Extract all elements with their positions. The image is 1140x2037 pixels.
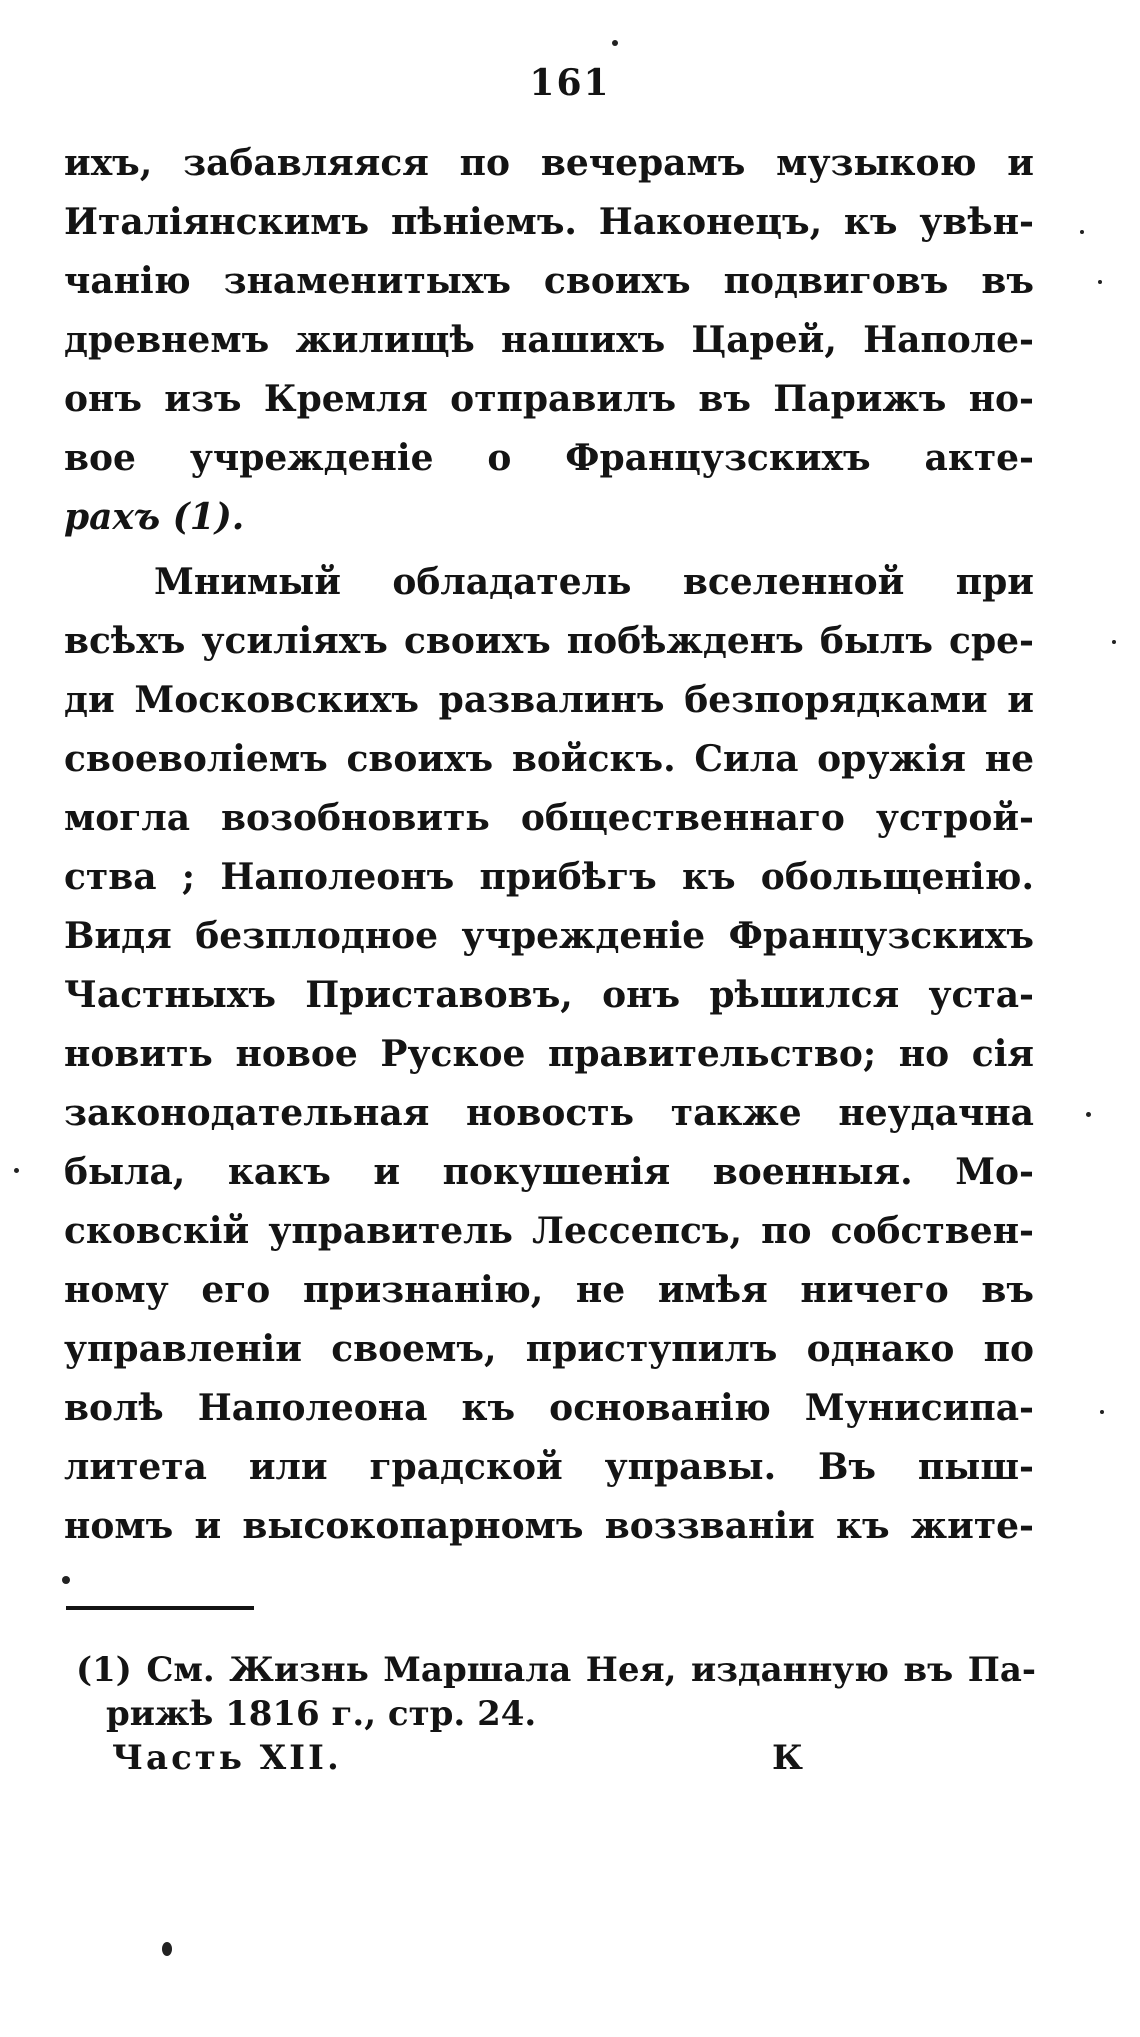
text-line: онъ изъ Кремля отправилъ въ Парижъ но- [64, 378, 1034, 420]
text-line: всѣхъ усиліяхъ своихъ побѣжденъ былъ сре- [64, 620, 1034, 662]
text-line: законодательная новость также неудачна [64, 1092, 1034, 1134]
text-line: управленіи своемъ, приступилъ однако по [64, 1328, 1034, 1370]
scan-speck [162, 1942, 172, 1956]
scan-speck [612, 40, 618, 46]
page-number: 161 [529, 62, 611, 104]
scan-speck [1086, 1112, 1091, 1117]
signature-mark: К [772, 1738, 806, 1778]
text-line: новить новое Руское правительство; но сія [64, 1033, 1034, 1075]
text-line: сковскій управитель Лессепсъ, по собствен- [64, 1210, 1034, 1252]
text-line: номъ и высокопарномъ воззваніи къ жите- [64, 1505, 1034, 1547]
scan-speck [14, 1168, 19, 1173]
text-line: ихъ, забавляяся по вечерамъ музыкою и [64, 142, 1034, 184]
text-line: своеволіемъ своихъ войскъ. Сила оружія не [64, 738, 1034, 780]
text-line: могла возобновить общественнаго устрой- [64, 797, 1034, 839]
text-line: литета или градской управы. Въ пыш- [64, 1446, 1034, 1488]
text-line: была, какъ и покушенія военныя. Мо- [64, 1151, 1034, 1193]
text-line: Частныхъ Приставовъ, онъ рѣшился уста- [64, 974, 1034, 1016]
text-line: чанію знаменитыхъ своихъ подвиговъ въ [64, 260, 1034, 302]
scan-speck [1098, 280, 1102, 284]
text-line: ди Московскихъ развалинъ безпорядками и [64, 679, 1034, 721]
text-line: ства ; Наполеонъ прибѣгъ къ обольщенію. [64, 856, 1034, 898]
footnote-line: рижѣ 1816 г., стр. 24. [106, 1694, 537, 1734]
text-line: рахъ (1). [64, 496, 245, 538]
text-line: волѣ Наполеона къ основанію Мунисипа- [64, 1387, 1034, 1429]
main-text [64, 134, 1034, 1556]
printer-signature [112, 1738, 812, 1778]
text-line: древнемъ жилищѣ нашихъ Царей, Наполе- [64, 319, 1034, 361]
text-line: Видя безплодное учрежденіе Французскихъ [64, 915, 1034, 957]
footnote-line: (1) См. Жизнь Маршала Нея, изданную въ Па- [76, 1650, 1036, 1690]
text-line: ному его признанію, не имѣя ничего въ [64, 1269, 1034, 1311]
signature-part: Часть XII. [112, 1738, 342, 1778]
text-line: вое учрежденіе о Французскихъ акте- [64, 437, 1034, 479]
scan-speck [1080, 230, 1084, 234]
paragraph-start-line: Мнимый обладатель вселенной при [154, 561, 1034, 603]
scan-speck [1100, 1410, 1104, 1414]
footnote [76, 1648, 1036, 1736]
footnote-divider [66, 1606, 254, 1610]
scan-speck [1112, 640, 1116, 644]
scan-speck [62, 1576, 70, 1584]
text-line: Италіянскимъ пѣніемъ. Наконецъ, къ увѣн- [64, 201, 1034, 243]
